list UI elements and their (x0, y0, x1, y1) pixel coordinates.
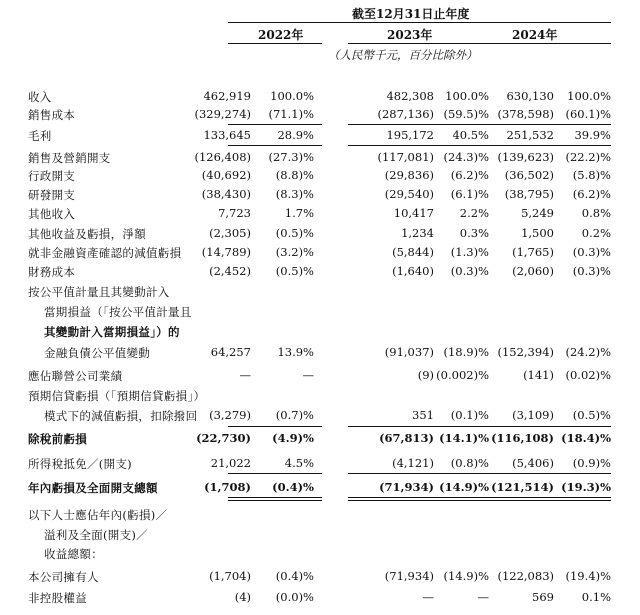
header-rule-top (228, 22, 611, 23)
row-label-line: 其變動計入當期損益」）的 (44, 325, 180, 339)
cell-2022-amount: 133,645 (203, 128, 251, 142)
cell-2022-amount: (4) (234, 590, 251, 604)
cell-2023-amount: (71,934) (379, 480, 434, 494)
cell-2022-amount: 21,022 (210, 456, 251, 470)
cell-2023-amount: (71,934) (384, 569, 434, 583)
cell-2023-pct: (14.1)% (439, 431, 489, 445)
cell-2022-pct: (0.4)% (272, 480, 314, 494)
subtotal-rule (470, 145, 611, 146)
cell-2023-amount: 482,308 (386, 89, 434, 103)
row-label-line: 收益總額： (44, 547, 103, 561)
cell-2024-pct: (6.2)% (572, 187, 611, 201)
cell-2023-pct: (6.2)% (450, 168, 489, 182)
total-double-rule (228, 497, 322, 501)
row-label-line: 模式下的減值虧損，扣除撥回 (44, 409, 198, 423)
cell-2024-amount: (141) (523, 368, 554, 382)
cell-2022-pct: (4.9)% (272, 431, 314, 445)
row-label: 本公司擁有人 (28, 570, 99, 584)
cell-2023-amount: — (422, 590, 434, 604)
cell-2022-amount: (1,704) (209, 569, 251, 583)
cell-2024-amount: (139,623) (497, 150, 554, 164)
cell-2022-amount: (1,708) (204, 480, 251, 494)
cell-2024-amount: (38,795) (504, 187, 554, 201)
cell-2024-pct: (0.9)% (572, 456, 611, 470)
row-label: 毛利 (28, 129, 52, 143)
cell-2022-amount: (329,274) (194, 107, 251, 121)
cell-2023-pct: — (477, 590, 489, 604)
cell-2022-amount: (38,430) (201, 187, 251, 201)
cell-2022-pct: (0.5)% (275, 264, 314, 278)
cell-2024-amount: (122,083) (497, 569, 554, 583)
cell-2023-pct: 40.5% (452, 128, 489, 142)
cell-2022-pct: (71.1)% (268, 107, 314, 121)
cell-2022-pct: (0.5)% (275, 226, 314, 240)
cell-2022-amount: (22,730) (196, 431, 251, 445)
cell-2023-amount: (91,037) (384, 345, 434, 359)
row-label: 就非金融資產確認的減值虧損 (28, 246, 182, 260)
cell-2024-amount: 569 (532, 590, 554, 604)
cell-2023-amount: 351 (412, 408, 434, 422)
cell-2024-amount: (2,060) (512, 264, 554, 278)
cell-2022-pct: 100.0% (270, 89, 314, 103)
cell-2022-pct: (8.8)% (275, 168, 314, 182)
cell-2022-pct: (0.4)% (275, 569, 314, 583)
cell-2022-amount: (40,692) (201, 168, 251, 182)
subtotal-rule (228, 145, 322, 146)
cell-2024-amount: 251,532 (506, 128, 554, 142)
cell-2023-amount: (67,813) (379, 431, 434, 445)
cell-2023-amount: (117,081) (377, 150, 434, 164)
cell-2023-amount: 1,234 (401, 226, 434, 240)
cell-2024-pct: 0.8% (581, 206, 611, 220)
total-double-rule (470, 497, 611, 501)
cell-2023-amount: (29,836) (384, 168, 434, 182)
cell-2024-pct: (22.2)% (565, 150, 611, 164)
cell-2024-amount: (152,394) (497, 345, 554, 359)
cell-2022-pct: 28.9% (277, 128, 314, 142)
cell-2024-pct: (0.5)% (572, 408, 611, 422)
subtotal-rule (228, 473, 322, 474)
cell-2023-amount: 10,417 (393, 206, 434, 220)
cell-2024-pct: 0.1% (581, 590, 611, 604)
row-label: 非控股權益 (28, 591, 87, 605)
period-heading: 截至12月31日止年度 (352, 7, 470, 21)
row-label-line: 當期損益（「按公平值計量且 (44, 305, 192, 319)
cell-2023-pct: (59.5)% (443, 107, 489, 121)
row-label: 研發開支 (28, 188, 76, 202)
cell-2024-amount: 1,500 (521, 226, 554, 240)
cell-2024-pct: (0.3)% (572, 264, 611, 278)
cell-2024-pct: 39.9% (574, 128, 611, 142)
cell-2023-amount: (1,640) (392, 264, 434, 278)
subtotal-rule (228, 124, 322, 125)
cell-2023-amount: 195,172 (386, 128, 434, 142)
cell-2024-pct: (5.8)% (572, 168, 611, 182)
header-rule-2022 (228, 43, 322, 44)
cell-2023-pct: 2.2% (459, 206, 489, 220)
row-label: 年內虧損及全面開支總額 (28, 481, 158, 495)
row-label-line: 按公平值計量且其變動計入 (28, 285, 170, 299)
cell-2022-pct: (8.3)% (275, 187, 314, 201)
cell-2022-amount: (14,789) (201, 245, 251, 259)
cell-2022-pct: (27.3)% (268, 150, 314, 164)
row-label: 應佔聯營公司業績 (28, 369, 123, 383)
cell-2024-amount: (378,598) (497, 107, 554, 121)
cell-2023-pct: (0.8)% (450, 456, 489, 470)
cell-2024-pct: (0.02)% (565, 368, 611, 382)
row-label: 除稅前虧損 (28, 432, 87, 446)
row-label: 其他收益及虧損，淨額 (28, 227, 146, 241)
row-label: 所得稅抵免／(開支) (28, 457, 132, 471)
unit-note: （人民幣千元，百分比除外） (328, 48, 478, 62)
cell-2022-amount: 7,723 (218, 206, 251, 220)
cell-2024-pct: (19.4)% (565, 569, 611, 583)
cell-2022-pct: 4.5% (284, 456, 314, 470)
cell-2023-pct: (0.1)% (450, 408, 489, 422)
row-label-line: 預期信貸虧損（「預期信貸虧損」） (28, 389, 206, 403)
cell-2023-amount: (5,844) (392, 245, 434, 259)
cell-2024-amount: (121,514) (491, 480, 554, 494)
row-label-line: 以下人士應佔年內(虧損)／ (28, 508, 168, 522)
cell-2023-pct: (1.3)% (450, 245, 489, 259)
cell-2024-pct: (60.1)% (565, 107, 611, 121)
cell-2023-pct: (14.9)% (443, 569, 489, 583)
row-label-line: 溢利及全面(開支)／ (44, 528, 148, 542)
cell-2022-pct: 1.7% (284, 206, 314, 220)
cell-2024-amount: 630,130 (506, 89, 554, 103)
subtotal-rule (470, 426, 611, 427)
cell-2023-amount: (29,540) (384, 187, 434, 201)
cell-2022-amount: 462,919 (203, 89, 251, 103)
cell-2024-amount: (1,765) (512, 245, 554, 259)
cell-2023-pct: (24.3)% (443, 150, 489, 164)
cell-2022-amount: (126,408) (194, 150, 251, 164)
row-label: 收入 (28, 90, 52, 104)
subtotal-rule (470, 124, 611, 125)
cell-2023-amount: (287,136) (377, 107, 434, 121)
cell-2023-amount: (4,121) (392, 456, 434, 470)
cell-2024-amount: (116,108) (491, 431, 554, 445)
cell-2024-amount: (3,109) (512, 408, 554, 422)
row-label: 其他收入 (28, 207, 76, 221)
cell-2023-pct: 0.3% (459, 226, 489, 240)
cell-2023-pct: 100.0% (445, 89, 489, 103)
cell-2023-pct: (0.002)% (436, 368, 489, 382)
cell-2024-pct: (24.2)% (565, 345, 611, 359)
cell-2024-pct: 100.0% (567, 89, 611, 103)
cell-2022-pct: (3.2)% (275, 245, 314, 259)
cell-2024-pct: (0.3)% (572, 245, 611, 259)
cell-2024-amount: 5,249 (521, 206, 554, 220)
cell-2023-pct: (0.3)% (450, 264, 489, 278)
subtotal-rule (228, 426, 322, 427)
cell-2022-amount: 64,257 (210, 345, 251, 359)
cell-2022-pct: (0.7)% (275, 408, 314, 422)
cell-2022-pct: (0.0)% (275, 590, 314, 604)
row-label-line: 金融負債公平值變動 (44, 346, 151, 360)
cell-2024-amount: (5,406) (512, 456, 554, 470)
cell-2023-pct: (14.9)% (439, 480, 489, 494)
year-2024-heading: 2024年 (512, 28, 558, 42)
cell-2024-pct: (18.4)% (561, 431, 611, 445)
cell-2022-pct: 13.9% (277, 345, 314, 359)
cell-2022-amount: (3,279) (209, 408, 251, 422)
header-rule-2024 (470, 43, 611, 44)
cell-2024-amount: (36,502) (504, 168, 554, 182)
row-label: 財務成本 (28, 265, 76, 279)
year-2022-heading: 2022年 (258, 28, 304, 42)
cell-2022-pct: — (302, 368, 314, 382)
cell-2022-amount: (2,305) (209, 226, 251, 240)
year-2023-heading: 2023年 (387, 28, 433, 42)
row-label: 行政開支 (28, 169, 76, 183)
cell-2023-pct: (18.9)% (443, 345, 489, 359)
row-label: 銷售成本 (28, 108, 76, 122)
row-label: 銷售及營銷開支 (28, 151, 111, 165)
cell-2022-amount: (2,452) (209, 264, 251, 278)
cell-2024-pct: 0.2% (581, 226, 611, 240)
cell-2022-amount: — (239, 368, 251, 382)
subtotal-rule (470, 473, 611, 474)
cell-2024-pct: (19.3)% (561, 480, 611, 494)
cell-2023-pct: (6.1)% (450, 187, 489, 201)
cell-2023-amount: (9) (417, 368, 434, 382)
